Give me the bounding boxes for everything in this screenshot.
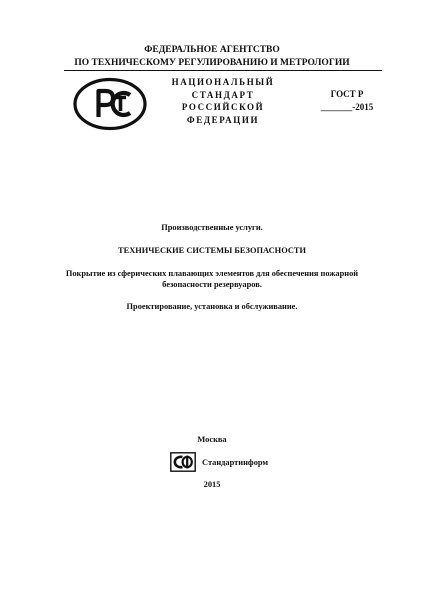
gost-label: ГОСТ Р [330,89,364,99]
national-line-4: ФЕДЕРАЦИИ [186,114,260,125]
title-line-2: ТЕХНИЧЕСКИЕ СИСТЕМЫ БЕЗОПАСНОСТИ [118,246,306,255]
rst-gost-logo-icon [72,77,148,131]
agency-header [0,44,424,69]
national-standard-label [148,76,298,126]
national-line-3: РОССИЙСКОЙ [181,102,265,112]
publisher-row [170,451,268,473]
document-title-block [40,222,384,324]
title-line-3: Покрытие из сферических плавающих элементов для обеспечения пожарной безопасности резервуаров. [65,269,359,289]
publication-year: 2015 [203,480,221,489]
title-line-1: Производственные услуги. [161,223,263,232]
publication-city: Москва [197,435,227,444]
standartinform-logo-icon [170,452,196,472]
national-line-2: СТАНДАРТ [191,89,255,100]
agency-line-2: ПО ТЕХНИЧЕСКОМУ РЕГУЛИРОВАНИЮ И МЕТРОЛОГИИ [74,57,350,68]
gost-designation [312,88,382,114]
agency-line-1: ФЕДЕРАЛЬНОЕ АГЕНТСТВО [144,45,280,55]
title-line-4: Проектирование, установка и обслуживание. [126,302,298,311]
publisher-name: Стандартинформ [202,457,269,467]
header-divider [64,70,382,71]
national-line-1: НАЦИОНАЛЬНЫЙ [171,77,275,87]
gost-number: _______-2015 [320,102,374,112]
